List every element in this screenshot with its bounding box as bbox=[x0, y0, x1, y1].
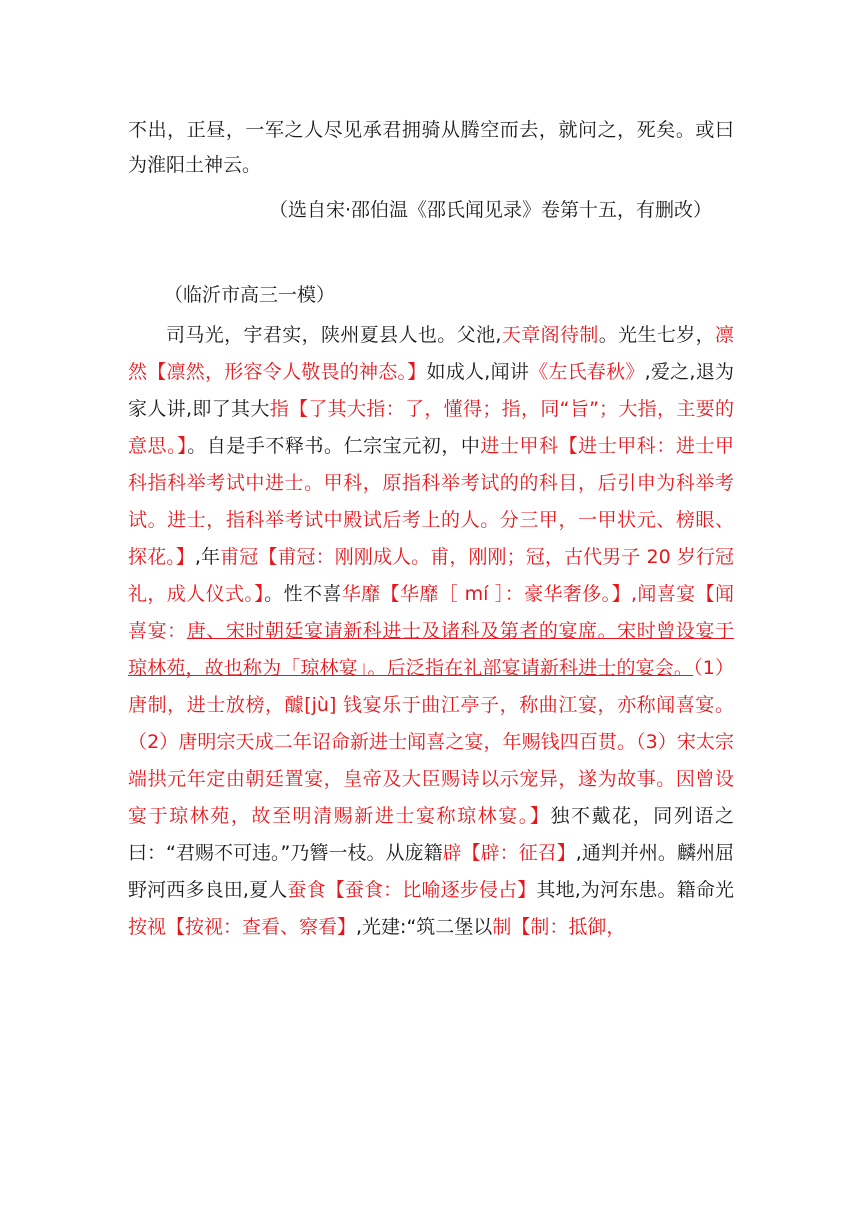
annotation: 按视【按视：查看、察看】 bbox=[128, 916, 357, 938]
annotation: ,闻喜宴【闻喜宴： bbox=[128, 583, 734, 642]
text-run: 司马光，宇君实，陕州夏县人也。父池, bbox=[166, 324, 502, 346]
document-page bbox=[128, 113, 734, 946]
annotation: 蚕食【蚕食：比喻逐步侵占】 bbox=[287, 879, 537, 901]
text-run: ,光建:“筑二堡以 bbox=[356, 916, 493, 938]
previous-passage-ending: 不出，正昼，一军之人尽见承君拥骑从腾空而去，就问之，死矣。或曰为淮阳土神云。 bbox=[128, 119, 734, 176]
annotation: 辟【辟：征召】 bbox=[442, 842, 576, 864]
annotation: 指【了其大指：了，懂得；指，同“旨”；大指，主要的意思。】 bbox=[128, 398, 734, 457]
annotation: 进士甲科【进士甲科：进士甲科指科举考试中进士。甲科，原指科举考试的的科目，后引申为科举考试。进士，指科举考试中殿试后考上的人。分三甲，一甲状元、榜眼、探花。】 bbox=[128, 435, 734, 568]
source-citation: （选自宋·邵伯温《邵氏闻见录》卷第十五，有删改） bbox=[268, 199, 712, 221]
annotation-underlined: 唐、宋时朝廷宴请新科进士及诸科及第者的宴席。宋时曾设宴于琼林苑，故也称为「琼林宴」。后泛指在礼部宴请新科进士的宴会。 bbox=[128, 620, 734, 679]
text-run: ,年 bbox=[194, 546, 221, 568]
annotation-term: 天章阁待制 bbox=[501, 324, 599, 346]
text-run: 。自是手不释书。仁宗宝元初，中 bbox=[187, 435, 481, 457]
section-label: （临沂市高三一模） bbox=[164, 284, 336, 306]
annotation: 甫冠【甫冠：刚刚成人。甫，刚刚；冠，古代男子 20 岁行冠礼，成人仪式。】 bbox=[128, 546, 734, 605]
annotation: 华靡【华靡［ mí ］：豪华奢侈。】 bbox=[341, 583, 631, 605]
text-run: 独不戴花，同列语之曰：“君赐不可违。”乃簪一枝。从庞籍 bbox=[128, 805, 734, 864]
annotation: 凛然【凛然，形容令人敬畏的神态。】 bbox=[128, 324, 734, 383]
annotation: （1）唐制，进士放榜，醵[jù] 钱宴乐于曲江亭子，称曲江宴，亦称闻喜宴。（2）唐明宗天成二年诏命新进士闻喜之宴，年赐钱四百贯。（3）宋太宗端拱元年定由朝廷置宴，皇帝及大臣赐诗以示宠异，遂为故事。因曾设宴于琼林苑，故至明清赐新进士宴称琼林宴。】 bbox=[128, 657, 734, 827]
text-run: 如成人,闻讲 bbox=[426, 361, 530, 383]
text-run: 。性不喜 bbox=[264, 583, 342, 605]
text-run: 。光生七岁， bbox=[598, 324, 715, 346]
text-run: ,通判并州。麟州屈野河西多良田,夏人 bbox=[128, 842, 735, 901]
text-run: ,爱之,退为家人讲,即了其大 bbox=[128, 361, 734, 420]
text-run: 其地,为河东患。籍命光 bbox=[536, 879, 734, 901]
sima-guang-passage bbox=[128, 317, 734, 946]
annotation-term: 《左氏春秋》 bbox=[529, 361, 645, 383]
annotation: 制【制：抵御， bbox=[492, 916, 626, 938]
